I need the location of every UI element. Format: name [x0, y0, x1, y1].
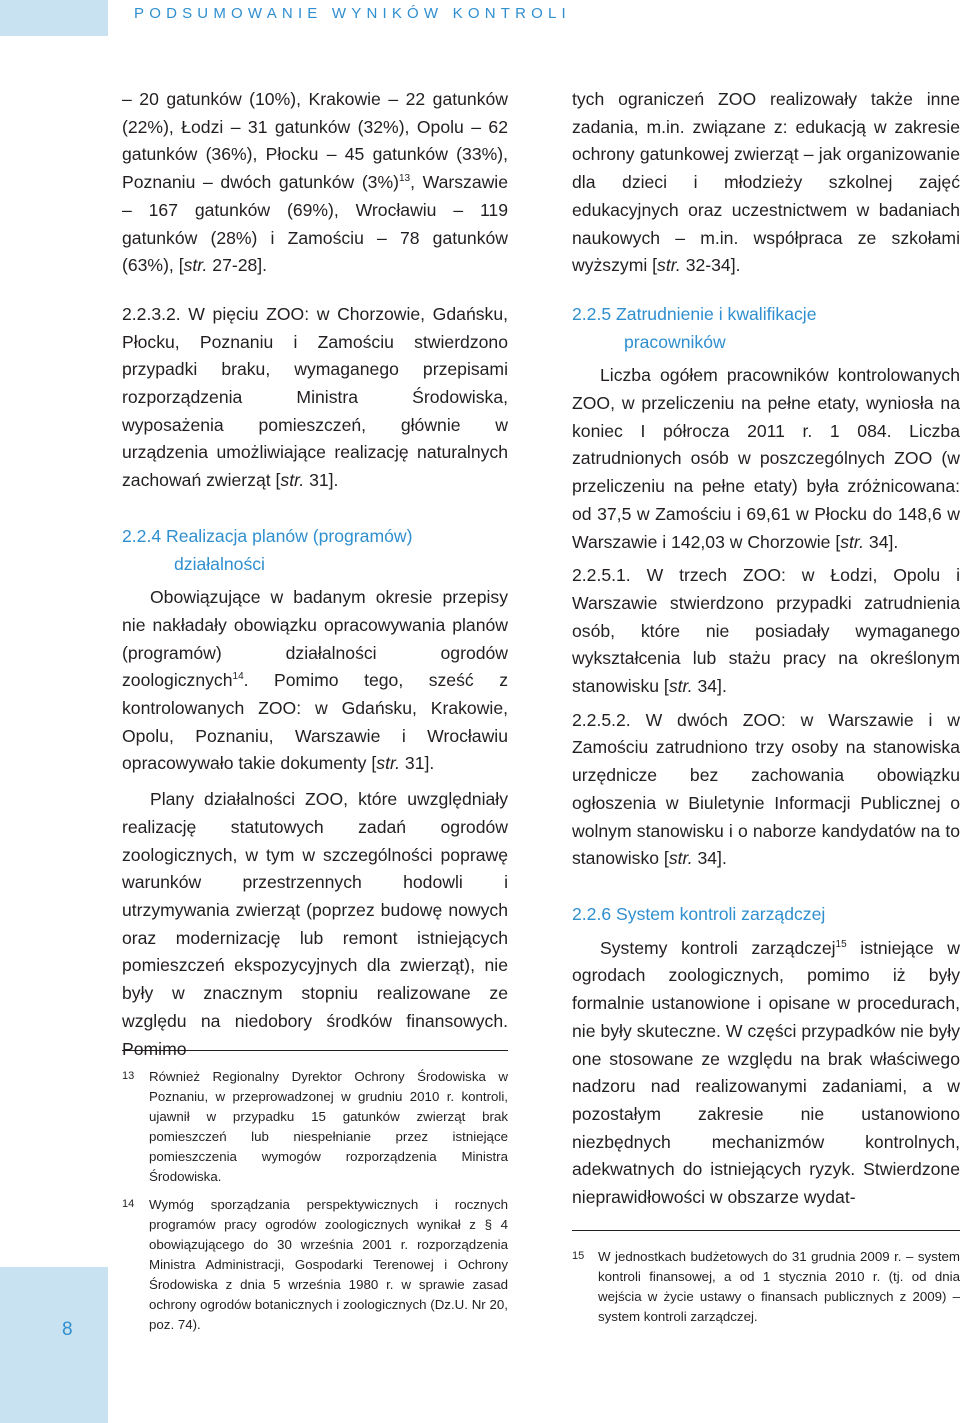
paragraph-2-2-5-1: 2.2.5.1. W trzech ZOO: w Łodzi, Opolu i Warszawie stwierdzono przypadki zatrudnienia osób, które nie posiadały wymaganego wykształcenia lub stażu pracy na określonym stanowisku [str. 34]. — [572, 565, 960, 697]
footnote-divider — [122, 1050, 508, 1051]
footnote-ref-14: 14 — [232, 671, 244, 683]
paragraph-employment: Liczba ogółem pracowników kontrolowanych ZOO, w przeliczeniu na pełne etaty, wyniosła na koniec I półrocza 2011 r. 1 084. Liczba zatrudnionych osób w poszczególnych ZOO (w przeliczeniu na pełne etaty) była zróżnicowana: od 37,5 w Zamościu i 69,61 w Płocku do 148,6 w Warszawie i 142,03 w Chorzowie [str. 34]. — [572, 365, 960, 552]
footnote-13: 13 Również Regionalny Dyrektor Ochrony Środowiska w Poznaniu, w przeprowadzonej w grudniu 2010 r. kontroli, ujawnił w przypadku 15 gatunków zwierząt brak pomieszczeń lub niespełnianie przez istniejące pomieszczenia wymogów rozporządzenia Ministra Środowiska. — [122, 1069, 508, 1184]
paragraph-plans-regulations: Obowiązujące w badanym okresie przepisy nie nakładały obowiązku opracowywania planów (programów) działalności ogrodów zoologicznych$^{14}$. Pomimo tego, sześć z kontrolowanych ZOO: w Gdańsku, Krakowie, Opolu, Poznaniu, Warszawie i Wrocławiu opracowywało takie dokumenty [str. 31]. — [122, 587, 508, 774]
section-heading-2-2-6: 2.2.6 System kontroli zarządczej — [572, 903, 826, 924]
paragraph-other-tasks: tych ograniczeń ZOO realizowały także inne zadania, m.in. związane z: edukacją w zakresie ochrony gatunkowej zwierząt – jak organizowanie dla dzieci i młodzieży szkolnej zajęć edukacyjnych oraz uczestnictwem w badaniach naukowych – m.in. współpraca ze szkołami wyższymi [str. 32-34]. — [572, 89, 960, 276]
right-column — [572, 86, 960, 1212]
paragraph-plans-realization: Plany działalności ZOO, które uwzględniały realizację statutowych zadań ogrodów zoologicznych, w tym w szczególności poprawę warunków przestrzennych hodowli i utrzymywania zwierząt (poprzez budowę nowych oraz modernizację lub remont istniejących pomieszczeń ekspozycyjnych dla zwierząt), nie były w znacznym stopniu realizowane ze względu na niedobory środków finansowych. Pomimo — [122, 789, 508, 1059]
header-color-block — [0, 0, 108, 36]
section-heading-2-2-5: 2.2.5 Zatrudnienie i kwalifikacje pracowników — [572, 303, 817, 352]
footnote-15: 15 W jednostkach budżetowych do 31 grudnia 2009 r. – system kontroli finansowej, a od 1 stycznia 2010 r. (tj. od dnia wejścia w życie ustawy o finansach publicznych z 2009) – system kontroli zarządczej. — [572, 1249, 960, 1324]
footnotes-right — [572, 1230, 960, 1336]
paragraph-control-systems: Systemy kontroli zarządczej$^{15}$ istniejące w ogrodach zoologicznych, pomimo iż były formalnie ustanowione i opisane w procedurach, nie były skuteczne. W części przypadków nie były one stosowane ze względu na brak właściwego nadzoru nad realizowanymi zadaniami, a w pozostałym zakresie nie ustanowiono niezbędnych mechanizmów kontrolnych, adekwatnych do istniejących ryzyk. Stwierdzone nieprawidłowości w obszarze wydat- — [572, 937, 960, 1208]
footnote-ref-15: 15 — [835, 938, 847, 950]
paragraph-species-list: – 20 gatunków (10%), Krakowie – 22 gatunków (22%), Łodzi – 31 gatunków (32%), Opolu – 62 gatunków (36%), Płocku – 45 gatunków (33%), Poznaniu – dwóch gatunków $(3\%)^{13}$, Warszawie – 167 gatunków (69%), Wrocławiu – 119 gatunków (28%) i Zamościu – 78 gatunków (63%), [str. 27-28]. — [122, 89, 508, 276]
page-number: 8 — [62, 1319, 73, 1340]
page-number-tab — [0, 1267, 108, 1423]
footnotes-left — [122, 1050, 508, 1344]
left-column — [122, 86, 508, 1063]
section-heading-2-2-4: 2.2.4 Realizacja planów (programów) działalności — [122, 525, 413, 574]
footnote-divider — [572, 1230, 960, 1231]
header-bar — [0, 0, 960, 36]
paragraph-2-2-3-2: 2.2.3.2. W pięciu ZOO: w Chorzowie, Gdańsku, Płocku, Poznaniu i Zamościu stwierdzono przypadki braku, wymaganego przepisami rozporządzenia Ministra Środowiska, wyposażenia pomieszczeń, głównie w urządzenia umożliwiające realizację naturalnych zachowań zwierząt [str. 31]. — [122, 303, 508, 491]
page-header-title: PODSUMOWANIE WYNIKÓW KONTROLI — [134, 5, 571, 22]
paragraph-2-2-5-2: 2.2.5.2. W dwóch ZOO: w Warszawie i w Zamościu zatrudniono trzy osoby na stanowiska urzędnicze bez zachowania obowiązku ogłoszenia w Biuletynie Informacji Publicznej o wolnym stanowisku i o naborze kandydatów na to stanowisko [str. 34]. — [572, 709, 960, 869]
footnote-14: 14 Wymóg sporządzania perspektywicznych i rocznych programów pracy ogrodów zoologicznych wynikał z § 4 obowiązującego do 30 września 2001 r. rozporządzenia Ministra Administracji, Gospodarki Terenowej i Ochrony Środowiska z dnia 5 września 1980 r. w sprawie zasad ochrony ogrodów botanicznych i zoologicznych (Dz.U. Nr 20, poz. 74). — [122, 1197, 508, 1332]
footnote-ref-13: 13 — [398, 173, 411, 185]
